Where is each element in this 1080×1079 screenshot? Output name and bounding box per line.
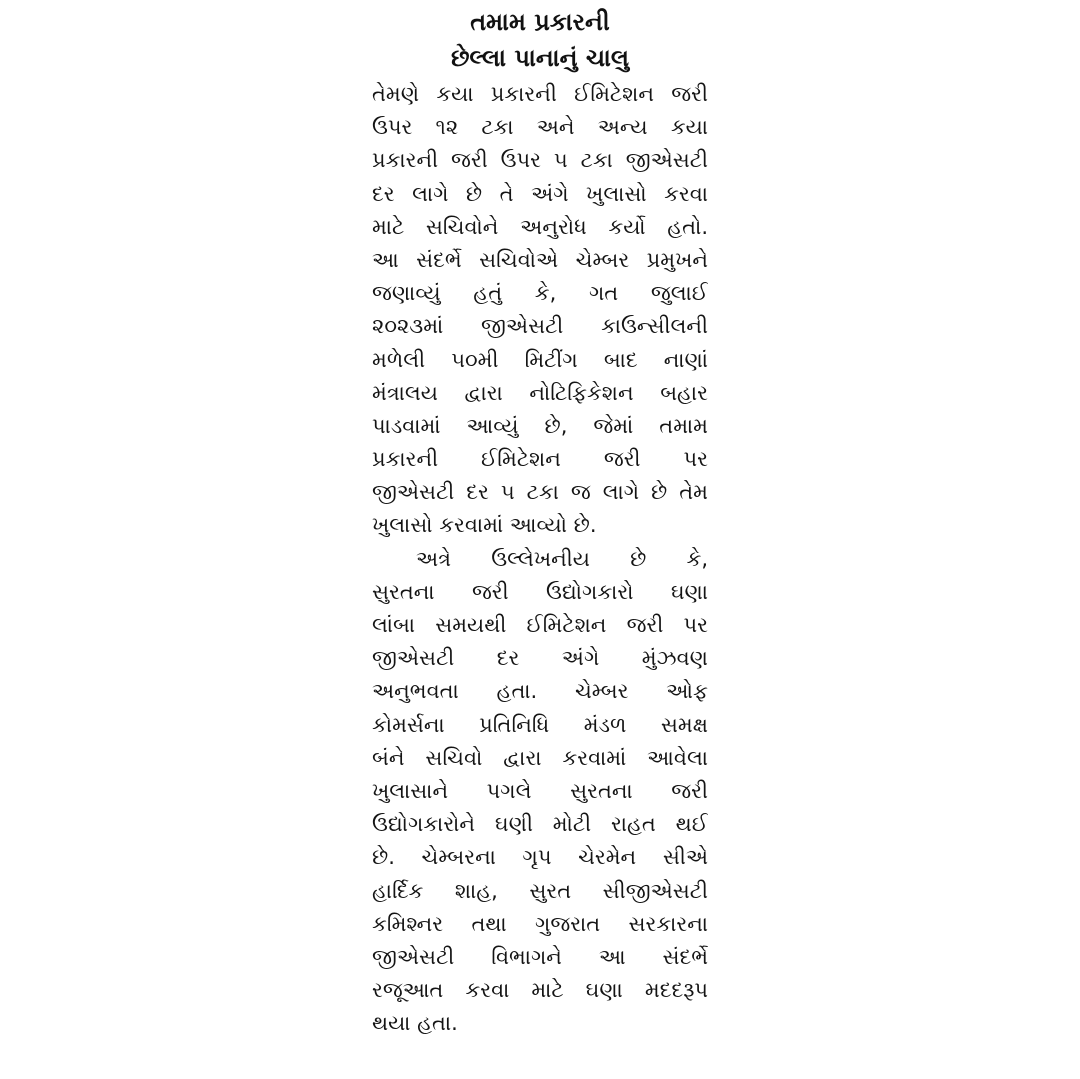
article-line: માટે સચિવોને અનુરોધ કર્યો હતો.	[372, 214, 708, 239]
article-line: સુરતના જરી ઉદ્યોગકારો ઘણા	[372, 579, 708, 604]
article-line: કોમર્સના પ્રતિનિધિ મંડળ સમક્ષ	[372, 712, 708, 737]
article-line: જીએસટી વિભાગને આ સંદર્ભે	[372, 944, 708, 969]
article-line: ૨૦૨૩માં જીએસટી કાઉન્સીલની	[372, 314, 708, 339]
article-line: આ સંદર્ભે સચિવોએ ચેમ્બર પ્રમુખને	[372, 247, 708, 272]
article-line: અત્રે ઉલ્લેખનીય છે કે,	[416, 546, 708, 571]
article-line: મળેલી ૫૦મી મિટીંગ બાદ નાણાં	[372, 347, 708, 372]
article-line: પાડવામાં આવ્યું છે, જેમાં તમામ	[372, 413, 708, 438]
article-line: અનુભવતા હતા. ચેમ્બર ઓફ	[372, 679, 708, 704]
news-clipping	[372, 4, 708, 1040]
article-line: છે. ચેમ્બરના ગૃપ ચેરમેન સીએ	[372, 845, 708, 870]
article-line: કમિશ્નર તથા ગુજરાત સરકારના	[372, 911, 708, 936]
article-line: રજૂઆત કરવા માટે ઘણા મદદરૂપ	[372, 978, 708, 1003]
article-line: ખુલાસો કરવામાં આવ્યો છે.	[372, 513, 597, 538]
headline	[372, 4, 708, 76]
headline-line-1: તમામ પ્રકારની	[470, 8, 610, 36]
article-line: ઉદ્યોગકારોને ઘણી મોટી રાહત થઈ	[372, 812, 708, 837]
article-line: થયા હતા.	[372, 1011, 458, 1036]
article-line: તેમણે કયા પ્રકારની ઈમિટેશન જરી	[372, 82, 708, 106]
headline-line-2: છેલ્લા પાનાનું ચાલુ	[450, 44, 630, 72]
article-line: જીએસટી દર અંગે મુંઝવણ	[372, 646, 708, 671]
article-line: લાંબા સમયથી ઈમિટેશન જરી પર	[372, 613, 708, 637]
article-line: પ્રકારની ઈમિટેશન જરી પર	[372, 447, 708, 472]
article-line: જણાવ્યું હતું કે, ગત જુલાઈ	[372, 281, 708, 306]
article-line: બંને સચિવો દ્વારા કરવામાં આવેલા	[372, 745, 708, 770]
article-line: જીએસટી દર ૫ ટકા જ લાગે છે તેમ	[372, 480, 708, 505]
article-line: ખુલાસાને પગલે સુરતના જરી	[372, 778, 708, 803]
article-body	[372, 78, 708, 1040]
article-line: દર લાગે છે તે અંગે ખુલાસો કરવા	[372, 181, 708, 206]
article-line: હાર્દિક શાહ, સુરત સીજીએસટી	[372, 878, 708, 903]
article-line: પ્રકારની જરી ઉપર ૫ ટકા જીએસટી	[372, 148, 708, 173]
article-line: ઉપર ૧૨ ટકા અને અન્ય કયા	[372, 115, 708, 140]
article-line: મંત્રાલય દ્વારા નોટિફિકેશન બહાર	[372, 380, 708, 405]
